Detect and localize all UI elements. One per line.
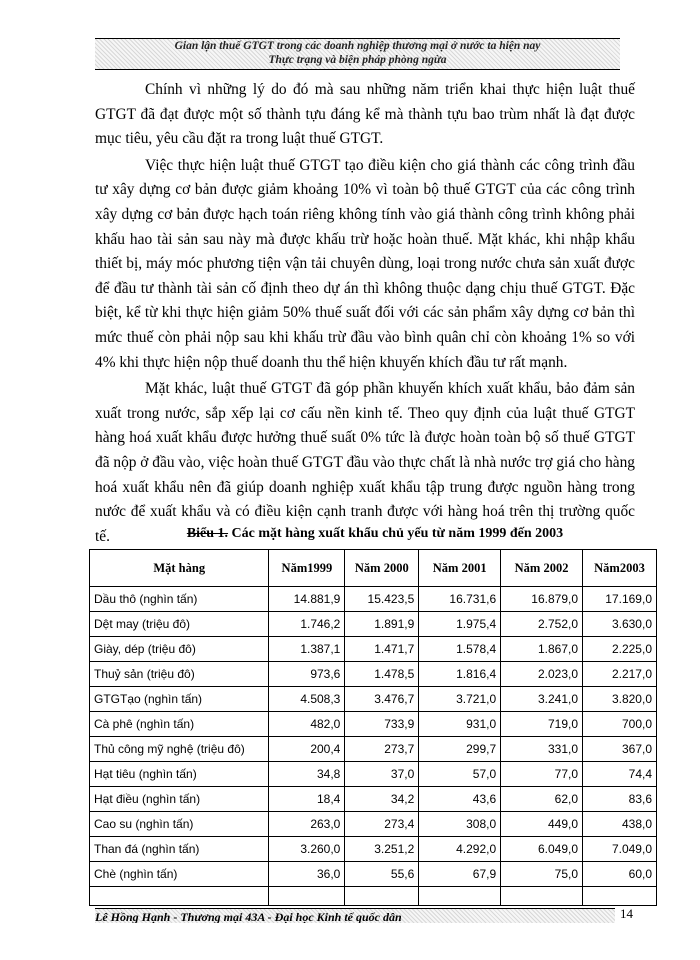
value-cell: 299,7 <box>419 737 501 762</box>
col-header: Năm 2002 <box>501 550 583 587</box>
table-row <box>90 812 657 837</box>
value-cell: 273,4 <box>345 812 419 837</box>
empty-cell <box>269 887 345 906</box>
table-row <box>90 787 657 812</box>
value-cell: 200,4 <box>269 737 345 762</box>
paragraph: Mặt khác, luật thuế GTGT đã góp phần khuyến khích xuất khẩu, bảo đảm sản xuất trong nước, sắp xếp lại cơ cấu nền kinh tế. Theo quy định của luật thuế GTGT hàng hoá xuất khẩu được hưởng thuế suất 0% tức là được hoàn toàn bộ số thuế GTGT đã nộp ở đầu vào, việc hoàn thuế GTGT đầu vào thực chất là nhà nước trợ giá cho hàng hoá xuất khẩu nên đã giúp doanh nghiệp xuất khẩu tập trung được nguồn hàng trong nước để xuất khẩu và có điều kiện cạnh tranh được với hàng hoá trên thị trường quốc tế. <box>95 380 635 545</box>
item-name-cell: GTGTạo (nghìn tấn) <box>90 687 269 712</box>
table-row <box>90 837 657 862</box>
col-header: Năm2003 <box>583 550 657 587</box>
value-cell: 1.975,4 <box>419 612 501 637</box>
export-table <box>89 549 657 906</box>
table-row <box>90 662 657 687</box>
item-name-cell: Giày, dép (triệu đô) <box>90 637 269 662</box>
item-name-cell: Cao su (nghìn tấn) <box>90 812 269 837</box>
table-row <box>90 737 657 762</box>
table-caption <box>95 526 655 542</box>
value-cell: 1.816,4 <box>419 662 501 687</box>
value-cell: 77,0 <box>501 762 583 787</box>
value-cell: 2.752,0 <box>501 612 583 637</box>
value-cell: 449,0 <box>501 812 583 837</box>
value-cell: 367,0 <box>583 737 657 762</box>
table-row <box>90 862 657 887</box>
col-header: Mặt hàng <box>90 550 269 587</box>
table-row-empty <box>90 887 657 906</box>
value-cell: 37,0 <box>345 762 419 787</box>
header-line-1: Gian lận thuế GTGT trong các doanh nghiệp thương mại ở nước ta hiện nay <box>174 40 541 52</box>
item-name-cell: Chè (nghìn tấn) <box>90 862 269 887</box>
item-name-cell: Thủ công mỹ nghệ (triệu đô) <box>90 737 269 762</box>
item-name-cell: Cà phê (nghìn tấn) <box>90 712 269 737</box>
value-cell: 3.721,0 <box>419 687 501 712</box>
value-cell: 3.630,0 <box>583 612 657 637</box>
value-cell: 973,6 <box>269 662 345 687</box>
item-name-cell: Dệt may (triệu đô) <box>90 612 269 637</box>
value-cell: 57,0 <box>419 762 501 787</box>
value-cell: 62,0 <box>501 787 583 812</box>
value-cell: 43,6 <box>419 787 501 812</box>
value-cell: 75,0 <box>501 862 583 887</box>
table-body <box>90 587 657 906</box>
col-header: Năm 2000 <box>345 550 419 587</box>
value-cell: 3.241,0 <box>501 687 583 712</box>
value-cell: 1.578,4 <box>419 637 501 662</box>
empty-cell <box>419 887 501 906</box>
value-cell: 438,0 <box>583 812 657 837</box>
caption-text: Các mặt hàng xuất khẩu chủ yếu từ năm 1999 đến 2003 <box>231 526 564 541</box>
page-header <box>95 38 620 70</box>
table-row <box>90 687 657 712</box>
value-cell: 67,9 <box>419 862 501 887</box>
value-cell: 1.387,1 <box>269 637 345 662</box>
empty-cell <box>90 887 269 906</box>
item-name-cell: Dầu thô (nghìn tấn) <box>90 587 269 612</box>
value-cell: 34,8 <box>269 762 345 787</box>
page-footer <box>95 908 615 923</box>
item-name-cell: Thuỷ sản (triệu đô) <box>90 662 269 687</box>
table-header-row <box>90 550 657 587</box>
value-cell: 74,4 <box>583 762 657 787</box>
value-cell: 2.023,0 <box>501 662 583 687</box>
value-cell: 15.423,5 <box>345 587 419 612</box>
value-cell: 1.471,7 <box>345 637 419 662</box>
header-line-2: Thực trạng và biện pháp phòng ngừa <box>268 54 447 66</box>
value-cell: 1.867,0 <box>501 637 583 662</box>
page-number: 14 <box>620 906 633 921</box>
item-name-cell: Than đá (nghìn tấn) <box>90 837 269 862</box>
value-cell: 18,4 <box>269 787 345 812</box>
value-cell: 4.508,3 <box>269 687 345 712</box>
value-cell: 331,0 <box>501 737 583 762</box>
value-cell: 733,9 <box>345 712 419 737</box>
value-cell: 931,0 <box>419 712 501 737</box>
value-cell: 55,6 <box>345 862 419 887</box>
table-row <box>90 612 657 637</box>
empty-cell <box>345 887 419 906</box>
caption-label: Biểu 1. <box>186 526 229 541</box>
col-header: Năm1999 <box>269 550 345 587</box>
value-cell: 16.731,6 <box>419 587 501 612</box>
value-cell: 60,0 <box>583 862 657 887</box>
value-cell: 16.879,0 <box>501 587 583 612</box>
value-cell: 36,0 <box>269 862 345 887</box>
value-cell: 308,0 <box>419 812 501 837</box>
value-cell: 3.820,0 <box>583 687 657 712</box>
value-cell: 719,0 <box>501 712 583 737</box>
value-cell: 263,0 <box>269 812 345 837</box>
value-cell: 4.292,0 <box>419 837 501 862</box>
value-cell: 17.169,0 <box>583 587 657 612</box>
paragraph: Việc thực hiện luật thuế GTGT tạo điều kiện cho giá thành các công trình đầu tư xây dựng cơ bản được giảm khoảng 10% vì toàn bộ thuế GTGT của các công trình xây dựng cơ bản được hạch toán riêng không tính vào giá thành công trình không phải khấu hao tài sản sau này mà được khấu trừ hoặc hoàn thuế. Mặt khác, khi nhập khẩu thiết bị, máy móc phương tiện vận tải chuyên dùng, loại trong nước chưa sản xuất được để đầu tư thành tài sản cố định theo dự án thì không thuộc dạng chịu thuế GTGT. Đặc biệt, kể từ khi thực hiện giảm 50% thuế suất đối với các sản phẩm xây dựng cơ bản thì mức thuế còn phải nộp sau khi khấu trừ đầu vào bình quân chỉ còn khoảng 1% so với 4% khi thực hiện nộp thuế doanh thu thể hiện khuyến khích đầu tư rất mạnh. <box>95 156 635 371</box>
table-row <box>90 762 657 787</box>
value-cell: 482,0 <box>269 712 345 737</box>
value-cell: 1.478,5 <box>345 662 419 687</box>
table-row <box>90 587 657 612</box>
item-name-cell: Hạt tiêu (nghìn tấn) <box>90 762 269 787</box>
col-header: Năm 2001 <box>419 550 501 587</box>
item-name-cell: Hạt điều (nghìn tấn) <box>90 787 269 812</box>
table-row <box>90 712 657 737</box>
paragraph: Chính vì những lý do đó mà sau những năm triển khai thực hiện luật thuế GTGT đã đạt được một số thành tựu đáng kể mà thành tựu bao trùm nhất là đạt được mục tiêu, yêu cầu đặt ra trong luật thuế GTGT. <box>95 81 635 148</box>
value-cell: 3.260,0 <box>269 837 345 862</box>
value-cell: 1.746,2 <box>269 612 345 637</box>
empty-cell <box>583 887 657 906</box>
value-cell: 14.881,9 <box>269 587 345 612</box>
footer-text: Lê Hồng Hạnh - Thương mại 43A - Đại học Kinh tế quốc dân <box>95 910 402 923</box>
value-cell: 273,7 <box>345 737 419 762</box>
value-cell: 2.225,0 <box>583 637 657 662</box>
value-cell: 2.217,0 <box>583 662 657 687</box>
empty-cell <box>501 887 583 906</box>
value-cell: 700,0 <box>583 712 657 737</box>
value-cell: 6.049,0 <box>501 837 583 862</box>
value-cell: 1.891,9 <box>345 612 419 637</box>
value-cell: 3.251,2 <box>345 837 419 862</box>
value-cell: 83,6 <box>583 787 657 812</box>
value-cell: 3.476,7 <box>345 687 419 712</box>
value-cell: 34,2 <box>345 787 419 812</box>
table-row <box>90 637 657 662</box>
body-text <box>95 78 635 551</box>
value-cell: 7.049,0 <box>583 837 657 862</box>
